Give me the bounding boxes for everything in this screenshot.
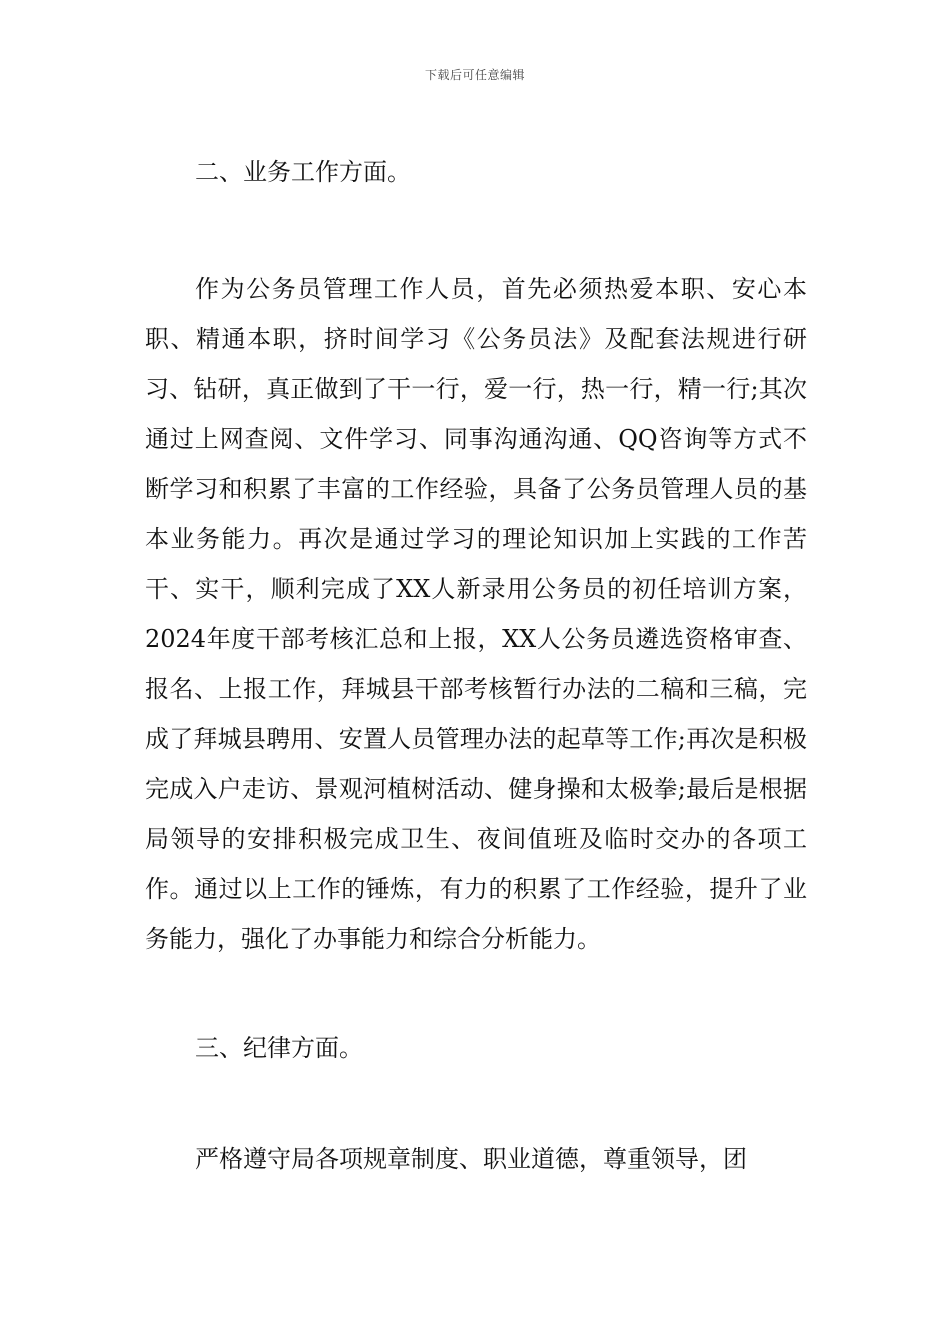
section-heading-discipline: 三、纪律方面。: [195, 1034, 363, 1062]
document-body: [145, 154, 807, 1184]
section-heading-business: 二、业务工作方面。: [195, 158, 411, 186]
section-paragraph-business: 作为公务员管理工作人员，首先必须热爱本职、安心本职、精通本职，挤时间学习《公务员法》及配套法规进行研习、钻研，真正做到了干一行，爱一行，热一行，精一行;其次通过上网查阅、文件学习、同事沟通沟通、QQ咨询等方式不断学习和积累了丰富的工作经验，具备了公务员管理人员的基本业务能力。再次是通过学习的理论知识加上实践的工作苦干、实干，顺利完成了XX人新录用公务员的初任培训方案，2024年度干部考核汇总和上报，XX人公务员遴选资格审查、报名、上报工作，拜城县干部考核暂行办法的二稿和三稿，完成了拜城县聘用、安置人员管理办法的起草等工作;再次是积极完成入户走访、景观河植树活动、健身操和太极拳;最后是根据局领导的安排积极完成卫生、夜间值班及临时交办的各项工作。通过以上工作的锤炼，有力的积累了工作经验，提升了业务能力，强化了办事能力和综合分析能力。: [145, 275, 807, 953]
page-header-note: 下载后可任意编辑: [424, 68, 525, 82]
section-paragraph-discipline: 严格遵守局各项规章制度、职业道德，尊重领导，团: [195, 1145, 747, 1173]
